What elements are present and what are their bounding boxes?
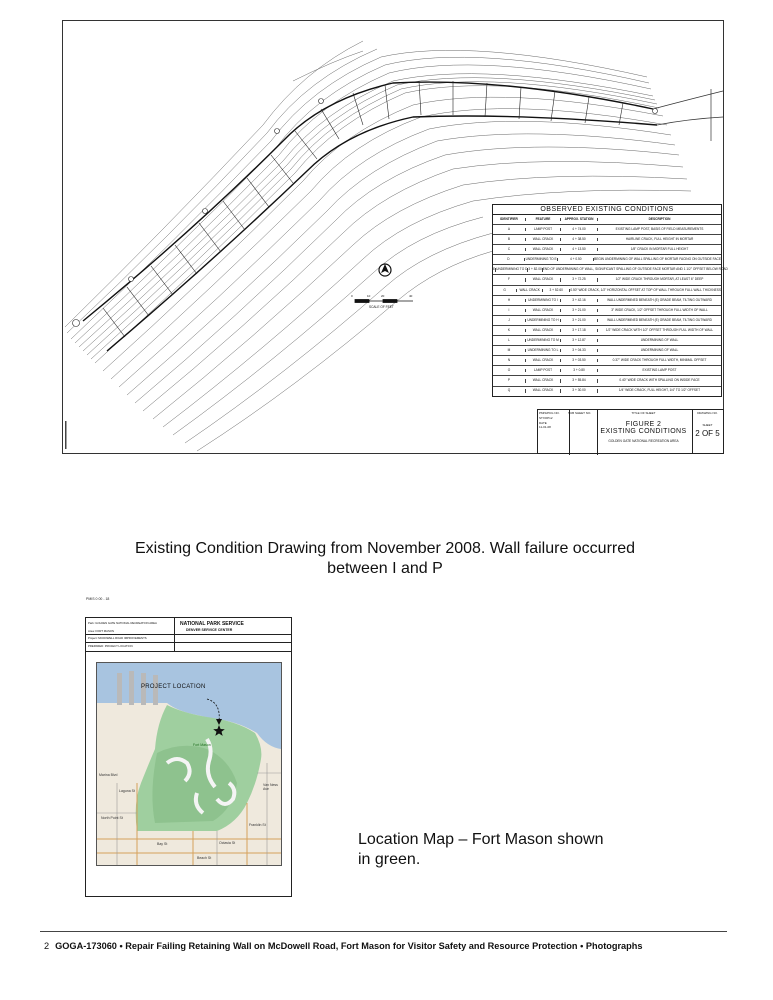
column-header: DESCRIPTION <box>648 216 671 221</box>
table-cell: D <box>493 258 525 261</box>
table-cell: L <box>493 339 526 342</box>
header-row-park: Park: GOLDEN GATE NATIONAL RECREATION AREA <box>88 621 157 625</box>
table-cell: F <box>493 278 526 281</box>
header-row-prepared: PREPARED: PROJECT LOCATION <box>88 643 133 648</box>
location-map <box>96 662 282 866</box>
recreation-area: GOLDEN GATE NATIONAL RECREATION AREA <box>608 439 679 443</box>
table-cell: WALL CRACK <box>526 379 561 382</box>
table-cell: WALL CRACK <box>526 278 561 281</box>
table-cell: BEGIN UNDERMINING OF WALL SPALLING OF MORTAR FACING ON OUTSIDE FACE <box>594 257 721 262</box>
table-cell: LAMP POST <box>526 228 561 231</box>
drawing-no-label: DRAWING NO. <box>697 411 718 415</box>
table-cell: Q <box>493 389 526 392</box>
column-header: IDENTIFIER <box>493 218 526 221</box>
street-label: Laguna St <box>119 789 135 793</box>
project-location-label: PROJECT LOCATION <box>141 684 206 690</box>
table-cell: UNDERMINING TO L <box>526 349 561 352</box>
table-cell: 3 + 30.00 <box>561 389 598 392</box>
table-row <box>493 356 721 366</box>
table-cell: I <box>493 309 526 312</box>
table-cell: 3" WIDE CRACK, 1/2" OFFSET THROUGH FULL WIDTH OF WALL <box>611 307 708 312</box>
street-label: Octavia St <box>219 841 236 845</box>
table-cell: UNDERMINING TO E <box>525 257 557 262</box>
table-cell: K <box>493 329 526 332</box>
header-row-area: Area: FORT MASON <box>88 628 115 633</box>
table-cell: E <box>493 267 496 272</box>
table-cell: HAIRLINE CRACK, FULL HEIGHT IN MORTAR <box>625 237 694 242</box>
table-cell: 0.50" WIDE CRACK, 1/2" HORIZONTAL OFFSET AT TOP OF WALL THROUGH FULL WALL THICKNESS <box>570 287 721 292</box>
table-row <box>493 306 721 316</box>
observed-conditions-table <box>492 204 728 397</box>
figure-number: FIGURE 2 <box>625 421 662 428</box>
footer-divider <box>40 931 727 932</box>
table-cell: UNDERMINING TO D <box>496 267 528 272</box>
street-label: Van Ness Ave <box>263 783 278 791</box>
drawing-caption-line-1: Existing Condition Drawing from November 2008. Wall failure occurred <box>134 540 636 557</box>
table-cell: 4 + 38.50 <box>561 238 598 241</box>
title-block-right <box>692 410 723 453</box>
footer-text: GOGA-173060 • Repair Failing Retaining Wall on McDowell Road, Fort Mason for Visitor Safety and Resource Protection • Photographs <box>55 941 643 951</box>
table-cell: 3 + 17.18 <box>561 329 598 332</box>
table-cell: WALL CRACK <box>526 248 561 251</box>
table-cell: WALL UNDERMINED BENEATH (E) GRADE BEAM, TILTING OUTWARD <box>607 317 712 322</box>
table-cell: EXISTING LAMP POST <box>642 368 677 373</box>
scale-tick-20: 20 <box>381 294 385 298</box>
table-row <box>493 235 721 245</box>
map-caption <box>358 830 658 870</box>
table-cell: 3 + 03.50 <box>561 359 598 362</box>
map-header-park: NATIONAL PARK SERVICE <box>180 621 244 627</box>
table-cell: N <box>493 359 526 362</box>
table-cell: UNDERMINING TO I <box>526 299 561 302</box>
table-cell: EXISTING LAMP POST, BASIS OF FIELD MEASUREMENTS <box>615 226 704 231</box>
table-row <box>493 346 721 356</box>
map-header-center: DENVER SERVICE CENTER <box>186 628 233 632</box>
pmis-label: PMIS/PKG NO. <box>539 411 560 415</box>
table-cell: WALL CRACK <box>526 238 561 241</box>
table-row <box>493 387 721 396</box>
street-label: Beach St <box>197 856 212 860</box>
table-cell: WALL CRACK <box>526 329 561 332</box>
table-cell: G <box>493 289 517 292</box>
scale-label: SCALE OF FEET <box>369 305 394 309</box>
header-row-project: Project: MCDOWELL ROAD IMPROVEMENTS <box>88 636 147 640</box>
map-sheet-header <box>86 618 291 652</box>
table-cell: 1/8" CRACK IN MORTAR FULL HEIGHT <box>630 247 689 252</box>
table-row <box>493 316 721 326</box>
street-label: Franklin St <box>249 823 266 827</box>
table-cell: WALL CRACK <box>517 289 543 292</box>
table-cell: 3 + 55.84 <box>561 379 598 382</box>
table-cell: M <box>493 349 526 352</box>
table-cell: 0.37" WIDE CRACK THROUGH FULL WIDTH, MINIMAL OFFSET <box>612 358 707 363</box>
column-header: FEATURE <box>526 218 561 221</box>
table-cell: B <box>493 238 526 241</box>
map-caption-line-1: Location Map – Fort Mason shown <box>358 831 604 848</box>
table-row <box>493 336 721 346</box>
table-cell: 3 + 04.33 <box>561 349 598 352</box>
date-label: DATE <box>539 420 547 425</box>
table-cell: 3 + 21.00 <box>561 319 598 322</box>
table-cell: A <box>493 228 526 231</box>
table-header-row <box>493 215 721 225</box>
table-cell: 3 + 52.60 <box>543 289 570 292</box>
location-map-sheet <box>85 617 292 897</box>
table-cell: O <box>493 369 526 372</box>
table-title: OBSERVED EXISTING CONDITIONS <box>493 205 721 215</box>
table-cell: END OF UNDERMINING OF WALL, SIGNIFICANT SPALLING OF OUTSIDE FACE MORTAR AND 1 1/2" OFFSET BELOW ROAD <box>542 267 728 272</box>
location-map-graphic <box>97 663 281 865</box>
table-cell: WALL CRACK <box>526 359 561 362</box>
table-cell: C <box>493 248 526 251</box>
table-row <box>493 265 728 275</box>
table-cell: WALL UNDERMINED BENEATH (E) GRADE BEAM, TILTING OUTWARD <box>607 297 712 302</box>
table-cell: 1/2" WIDE CRACK WITH 1/2" OFFSET THROUGH FULL WIDTH OF WALL <box>605 327 714 332</box>
title-block-center <box>595 410 693 453</box>
table-cell: LAMP POST <box>526 369 561 372</box>
table-cell: 0.40" WIDE CRACK WITH SPALLING ON INSIDE FACE <box>619 378 700 383</box>
table-cell: 3 + 0.80 <box>561 369 598 372</box>
table-cell: UNDERMINING OF WALL <box>640 348 679 353</box>
table-cell: UNDERMINING TO H <box>526 319 561 322</box>
table-cell: 3 + 72.25 <box>561 278 598 281</box>
table-row <box>493 286 721 296</box>
drawing-caption <box>90 539 680 579</box>
table-cell: 4 + 74.00 <box>561 228 598 231</box>
drawing-caption-line-2: between I and P <box>327 560 443 577</box>
table-row <box>493 326 721 336</box>
table-cell: 1/4" WIDE CRACK, FULL HEIGHT, 1/4" TO 1/2" OFFSET <box>618 388 701 393</box>
map-caption-line-2: in green. <box>358 851 421 868</box>
table-body <box>493 225 728 396</box>
column-header: APPROX. STATION <box>561 218 598 221</box>
table-cell: WALL CRACK <box>526 309 561 312</box>
street-label: North Point St <box>101 816 123 820</box>
fort-mason-label: Fort Mason <box>193 743 211 747</box>
table-cell: 1/2" WIDE CRACK THROUGH MORTAR, AT LEAST 6" DEEP <box>615 277 704 282</box>
table-row <box>493 296 721 306</box>
table-cell: UNDERMINING OF WALL <box>640 337 679 342</box>
table-cell: 4 + 0.50 <box>558 258 594 261</box>
table-row <box>493 366 721 376</box>
table-cell: H <box>493 299 526 302</box>
existing-conditions-drawing <box>62 20 728 454</box>
scale-tick-0: 0 <box>351 294 353 298</box>
scale-tick-40: 40 <box>409 294 413 298</box>
page-number: 2 <box>44 941 50 951</box>
figure-subtitle: EXISTING CONDITIONS <box>600 428 687 435</box>
street-label: Marina Blvd <box>99 773 118 777</box>
table-row <box>493 245 721 255</box>
map-header-rows <box>88 620 172 650</box>
pmis-value: STXOP12 <box>539 415 553 420</box>
north-arrow-icon <box>379 264 391 276</box>
page-footer <box>44 941 643 951</box>
table-row <box>493 275 721 285</box>
street-label: Bay St <box>157 842 168 846</box>
table-cell: WALL CRACK <box>526 389 561 392</box>
table-cell: P <box>493 379 526 382</box>
title-of-sheet-label: TITLE OF SHEET <box>631 411 656 415</box>
date-value: 11-01-08 <box>539 425 551 430</box>
table-cell: 3 + 82.00 <box>528 267 542 272</box>
sheet-label: SHEET <box>702 423 713 427</box>
table-cell: J <box>493 319 526 322</box>
table-cell: 4 + 13.50 <box>561 248 598 251</box>
table-row <box>493 376 721 386</box>
table-cell: 3 + 12.87 <box>561 339 598 342</box>
table-cell: 3 + 42.16 <box>561 299 598 302</box>
sub-sheet-label: SUB SHEET NO. <box>568 411 592 415</box>
table-row <box>493 225 721 235</box>
title-block <box>537 409 724 454</box>
title-block-left <box>538 410 570 455</box>
table-cell: UNDERMINING TO M <box>526 339 561 342</box>
title-block-sub-sheet <box>567 410 598 455</box>
table-row <box>493 255 721 265</box>
table-cell: 3 + 21.00 <box>561 309 598 312</box>
scale-tick-10: 10 <box>367 294 371 298</box>
sheet-number: 2 OF 5 <box>695 429 720 438</box>
map-sheet-note: PMIS 0 00 - 18 <box>86 597 110 601</box>
